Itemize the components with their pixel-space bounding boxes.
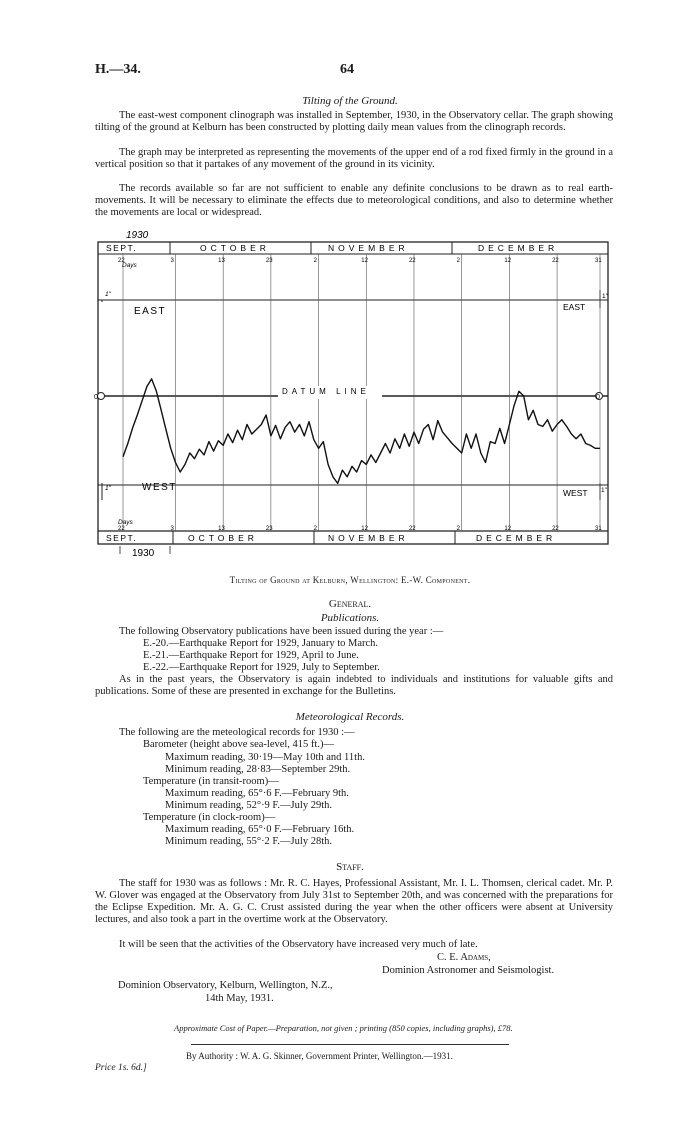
footer-rule xyxy=(191,1044,509,1045)
clock-room-min: Minimum reading, 55°·2 F.—July 28th. xyxy=(165,836,332,847)
clock-room-max: Maximum reading, 65°·0 F.—February 16th. xyxy=(165,824,355,835)
tick-label-top: 2 xyxy=(313,258,317,264)
general-heading: General. xyxy=(328,598,372,610)
barometer-min: Minimum reading, 28·83—September 29th. xyxy=(165,764,351,775)
publications-heading: Publications. xyxy=(320,612,380,624)
month-top-october: OCTOBER xyxy=(200,243,270,253)
tick-label-top: 2 xyxy=(456,258,461,264)
tick-label-bottom: 31 xyxy=(595,526,602,532)
east-right-label: EAST xyxy=(563,302,586,312)
barometer-label: Barometer (height above sea-level, 415 ft.)— xyxy=(143,739,334,750)
tick-label-bottom: 3 xyxy=(170,526,174,532)
tick-label-top: 12 xyxy=(504,258,512,264)
section-title-tilting: Tilting of the Ground. xyxy=(302,95,398,107)
tick-label-top: 13 xyxy=(218,258,225,264)
tick-label-bottom: 22 xyxy=(118,526,125,532)
address-date: 14th May, 1931. xyxy=(205,993,274,1004)
month-top-sept: SEPT. xyxy=(106,243,138,253)
staff-paragraph: The staff for 1930 was as follows : Mr. R. C. Hayes, Professional Assistant, Mr. I. L. Thomsen, clerical cadet. Mr. P. W. Glover was engaged at the Observatory from July 31st to September 20th, and was concerned with the preparations for the Eclipse Expedition. Mr. A. G. C. Crust assisted during the year when the other officers were absent at University lectures, and also took a part in the overtime work at the Observatory. xyxy=(95,878,613,925)
month-top-december: DECEMBER xyxy=(478,243,559,253)
transit-room-min: Minimum reading, 52°·9 F.—July 29th. xyxy=(165,800,332,811)
meteorological-heading: Meteorological Records. xyxy=(295,711,405,723)
tilting-paragraph-2: The graph may be interpreted as representing the movements of the upper end of a rod fixed firmly in the ground in a vertical position so that it partakes of any movement of the ground in its vicinity. xyxy=(95,147,613,170)
datum-line-label: DATUM LINE xyxy=(282,387,370,396)
publication-item: E.-21.—Earthquake Report for 1929, April to June. xyxy=(143,650,359,661)
document-reference: H.—34. xyxy=(95,62,141,77)
datum-zero-right: 0 xyxy=(596,394,600,401)
staff-heading: Staff. xyxy=(336,861,364,873)
tick-label-top: 22 xyxy=(408,258,416,264)
tick-label-bottom: 22 xyxy=(408,526,416,532)
barometer-max: Maximum reading, 30·19—May 10th and 11th. xyxy=(165,752,365,763)
tick-label-top: 3 xyxy=(170,258,174,264)
east-scale-label: 1" xyxy=(105,291,111,298)
year-label-bottom: 1930 xyxy=(132,548,155,559)
cost-note: Approximate Cost of Paper.—Preparation, not given ; printing (850 copies, including graphs), £78. xyxy=(174,1023,513,1033)
tilting-chart xyxy=(92,228,617,578)
month-top-november: NOVEMBER xyxy=(328,243,409,253)
page-number: 64 xyxy=(340,62,354,77)
authority-line: By Authority : W. A. G. Skinner, Government Printer, Wellington.—1931. xyxy=(186,1051,453,1061)
west-right-label: WEST xyxy=(563,488,588,498)
tick-label-bottom: 12 xyxy=(504,526,512,532)
publications-intro: The following Observatory publications have been issued during the year :— xyxy=(119,626,444,637)
publication-item: E.-22.—Earthquake Report for 1929, July to September. xyxy=(143,662,380,673)
clock-room-label: Temperature (in clock-room)— xyxy=(143,812,276,823)
west-label: WEST xyxy=(142,482,177,493)
month-bottom-november: NOVEMBER xyxy=(328,533,409,543)
month-bottom-december: DECEMBER xyxy=(476,533,557,543)
tick-label-bottom: 2 xyxy=(456,526,461,532)
transit-room-label: Temperature (in transit-room)— xyxy=(143,776,279,787)
price: Price 1s. 6d.] xyxy=(95,1063,147,1073)
transit-room-max: Maximum reading, 65°·6 F.—February 9th. xyxy=(165,788,349,799)
meteorological-intro: The following are the meteological records for 1930 :— xyxy=(119,727,355,738)
days-label-bottom: Days xyxy=(118,519,133,526)
west-right-scale-label: 1" xyxy=(601,487,607,494)
tick-label-top: 23 xyxy=(265,258,273,264)
days-label-top: Days xyxy=(122,262,137,269)
tick-label-top: 22 xyxy=(552,258,559,264)
tilting-paragraph-1: The east-west component clinograph was installed in September, 1930, in the Observatory cellar. The graph showing tilting of the ground at Kelburn has been constructed by plotting daily mean values from the clinograph records. xyxy=(95,110,613,133)
east-label: EAST xyxy=(134,306,167,317)
tick-label-top: 31 xyxy=(595,258,602,264)
month-bottom-october: OCTOBER xyxy=(188,533,258,543)
activities-paragraph: It will be seen that the activities of the Observatory have increased very much of late. xyxy=(119,939,478,950)
tick-label-top: 22 xyxy=(118,258,125,264)
publication-item: E.-20.—Earthquake Report for 1929, January to March. xyxy=(143,638,379,649)
year-label-top: 1930 xyxy=(126,230,149,241)
signature-title: Dominion Astronomer and Seismologist. xyxy=(382,965,555,976)
tilting-paragraph-3: The records available so far are not sufficient to enable any definite conclusions to be drawn as to real earth-movements. It will be necessary to eliminate the effects due to meteorological conditions, and also to determine whether the movements are local or widespread. xyxy=(95,183,613,218)
tick-label-bottom: 2 xyxy=(313,526,317,532)
address-line: Dominion Observatory, Kelburn, Wellington, N.Z., xyxy=(118,980,333,991)
west-scale-label: 1" xyxy=(105,485,111,492)
month-bottom-sept: SEPT. xyxy=(106,533,138,543)
tick-label-bottom: 22 xyxy=(552,526,559,532)
tick-label-top: 12 xyxy=(361,258,368,264)
tick-label-bottom: 13 xyxy=(218,526,225,532)
east-right-scale-label: 1" xyxy=(602,293,608,300)
datum-zero-left: 0 xyxy=(94,394,98,401)
signature-name: C. E. Adams, xyxy=(437,952,491,963)
chart-caption: Tilting of Ground at Kelburn, Wellington: E.-W. Component. xyxy=(229,575,471,585)
tick-label-bottom: 23 xyxy=(265,526,273,532)
gifts-paragraph: As in the past years, the Observatory is again indebted to individuals and institutions for valuable gifts and publications. Some of these are presented in exchange for the Bulletins. xyxy=(95,674,613,697)
tick-label-bottom: 12 xyxy=(361,526,368,532)
